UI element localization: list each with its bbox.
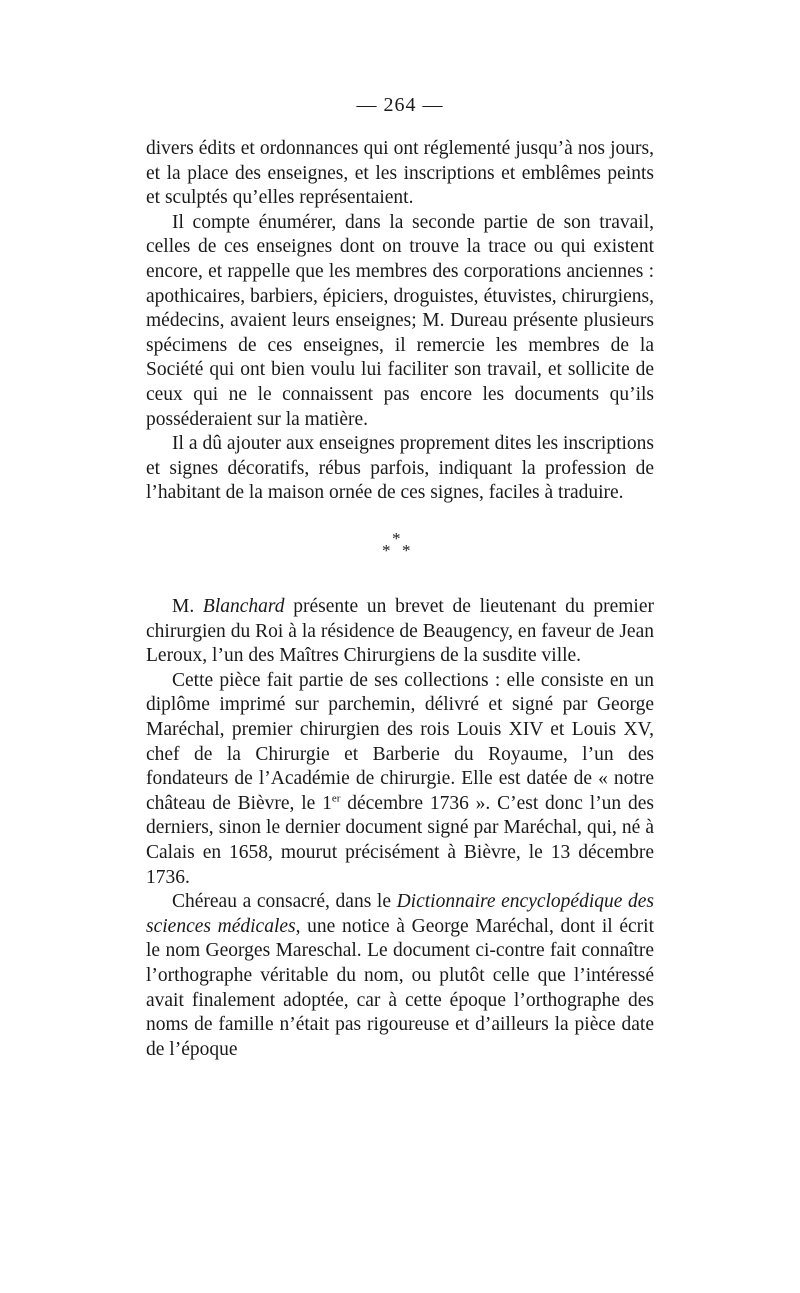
text-section-brevet — [146, 595, 654, 1062]
paragraph-chereau — [146, 890, 654, 1062]
text-run: M. — [172, 596, 203, 617]
ordinal-superscript: er — [331, 792, 341, 805]
asterism-star: * — [402, 541, 411, 560]
text-section-enseignes — [146, 137, 654, 506]
asterism-separator — [370, 529, 430, 572]
book-title: Dictionnaire encyclopédique des sciences médicales — [146, 891, 655, 937]
paragraph-inscriptions: Il a dû ajouter aux enseignes proprement dites les inscriptions et signes décoratifs, rébus parfois, indiquant la profession de l’habitant de la maison ornée de ces signes, faciles à traduire. — [146, 433, 654, 504]
text-run: décembre 1736 ». C’est donc l’un des derniers, sinon le dernier document signé par Maréchal, qui, né à Calais en 1658, mourut précisément à Bièvre, le 13 décembre 1736. — [146, 792, 654, 888]
text-run: présente un brevet de lieutenant du premier chirurgien du Roi à la résidence de Beaugency, en faveur de Jean Leroux, l’un des Maîtres Chirurgiens de la susdite ville. — [146, 596, 654, 667]
text-run: Chéreau a consacré, dans le — [172, 891, 397, 913]
asterism-star: * — [392, 529, 401, 548]
author-name: Blanchard — [202, 596, 285, 617]
paragraph-edits: divers édits et ordonnances qui ont réglementé jusqu’à nos jours, et la place des enseignes, et les inscriptions et emblêmes peints et sculptés qu’elles représentaient. — [146, 138, 654, 209]
page-number: — 264 — — [356, 94, 444, 116]
paragraph-diplome — [146, 669, 654, 890]
text-run: , une notice à George Maréchal, dont il écrit le nom Georges Mareschal. Le document ci-contre fait connaître l’orthographe véritable du nom, ou plutôt celle que l’intéressé avait finalement adoptée, car à cette époque l’orthographe des noms de famille n’était pas rigoureuse et d’ailleurs la pièce date de l’époque — [146, 915, 654, 1060]
paragraph-enumeration: Il compte énumérer, dans la seconde partie de son travail, celles de ces enseignes dont on trouve la trace ou qui existent encore, et rappelle que les membres des corporations anciennes : apothicaires, barbiers, épiciers, droguistes, étuvistes, chirurgiens, médecins, avaient leurs enseignes; M. Dureau présente plusieurs spécimens de ces enseignes, il remercie les membres de la Société qui ont bien voulu lui faciliter son travail, et sollicite de ceux qui ne le connaissent pas encore les documents qu’ils posséderaient sur la matière. — [146, 211, 654, 430]
text-run: Cette pièce fait partie de ses collections : elle consiste en un diplôme imprimé sur parchemin, délivré et signé par George Maréchal, premier chirurgien des rois Louis XIV et Louis XV, chef de la Chirurgie et Barberie du Royaume, l’un des fondateurs de l’Académie de chirurgie. Elle est datée de « notre château de Bièvre, le 1 — [146, 669, 654, 814]
paragraph-blanchard — [146, 595, 654, 669]
asterism-star: * — [382, 541, 391, 560]
